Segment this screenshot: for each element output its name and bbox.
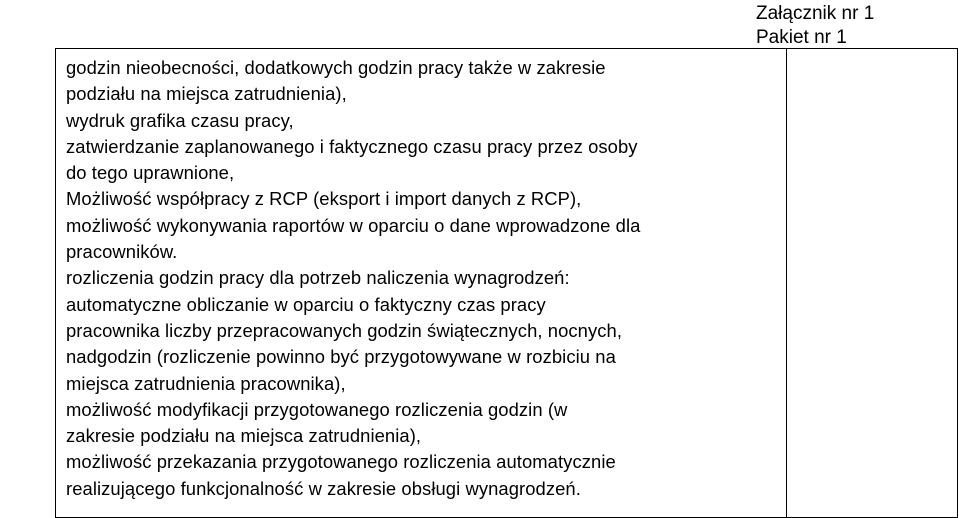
description-line: miejsca zatrudnienia pracownika), bbox=[66, 372, 346, 394]
description-line: możliwość przekazania przygotowanego rozliczenia automatycznie bbox=[66, 451, 616, 473]
description-line: możliwość modyfikacji przygotowanego rozliczenia godzin (w bbox=[66, 398, 568, 420]
table-row bbox=[56, 49, 958, 518]
specification-table bbox=[55, 48, 958, 518]
description-line: Możliwość współpracy z RCP (eksport i import danych z RCP), bbox=[66, 188, 582, 210]
document-header bbox=[756, 2, 874, 50]
description-line: automatyczne obliczanie w oparciu o faktyczny czas pracy bbox=[66, 293, 546, 315]
description-line: pracowników. bbox=[66, 241, 178, 263]
description-line: pracownika liczby przepracowanych godzin świątecznych, nocnych, bbox=[66, 319, 623, 341]
empty-cell bbox=[787, 49, 958, 518]
description-line: do tego uprawnione, bbox=[66, 162, 235, 184]
description-line: rozliczenia godzin pracy dla potrzeb naliczenia wynagrodzeń: bbox=[66, 267, 570, 289]
package-label: Pakiet nr 1 bbox=[756, 27, 847, 48]
description-line: godzin nieobecności, dodatkowych godzin pracy także w zakresie bbox=[66, 57, 606, 78]
description-line: wydruk grafika czasu pracy, bbox=[66, 109, 294, 131]
description-line: nadgodzin (rozliczenie powinno być przygotowywane w rozbiciu na bbox=[66, 346, 616, 368]
description-line: realizującego funkcjonalność w zakresie obsługi wynagrodzeń. bbox=[66, 477, 581, 499]
description-cell bbox=[56, 49, 787, 518]
attachment-label: Załącznik nr 1 bbox=[756, 3, 875, 24]
description-line: zatwierdzanie zaplanowanego i faktycznego czasu pracy przez osoby bbox=[66, 135, 638, 157]
description-line: podziału na miejsca zatrudnienia), bbox=[66, 83, 347, 105]
description-line: możliwość wykonywania raportów w oparciu o dane wprowadzone dla bbox=[66, 214, 641, 236]
description-line: zakresie podziału na miejsca zatrudnienia), bbox=[66, 425, 422, 447]
